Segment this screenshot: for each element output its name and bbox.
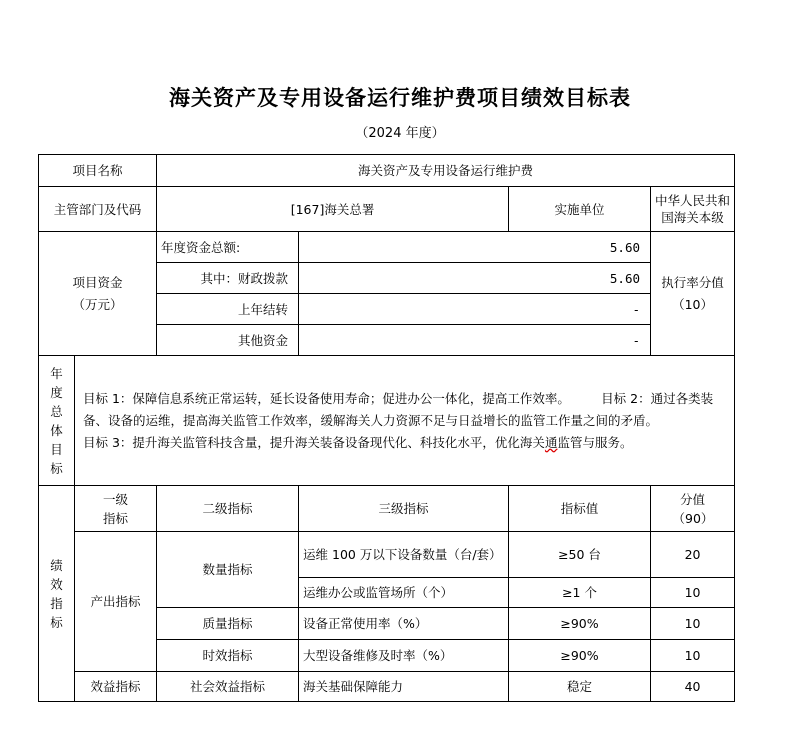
indicator-score: 10 [651,578,735,608]
performance-indicators-label: 绩效指标 [39,486,75,702]
implementing-unit-label: 实施单位 [509,187,651,232]
funds-other-label: 其他资金 [157,325,299,356]
quantity-indicator-label: 数量指标 [157,532,299,608]
implementing-unit-value: 中华人民共和国海关本级 [651,187,735,232]
funds-fiscal-label: 其中：财政拨款 [157,263,299,294]
department-row [39,187,735,232]
benefit-indicator-label: 效益指标 [75,672,157,702]
header-value: 指标值 [509,486,651,532]
annual-goals-row [39,356,735,486]
indicator-level3: 设备正常使用率（%） [299,608,509,640]
indicator-value: 稳定 [509,672,651,702]
indicator-value: ≥90% [509,608,651,640]
funds-total-row [39,232,735,263]
indicator-level3: 运维 100 万以下设备数量（台/套） [299,532,509,578]
header-level1: 一级指标 [75,486,157,532]
indicator-value: ≥1 个 [509,578,651,608]
execution-rate-score: 执行率分值（10） [651,232,735,356]
indicator-level3: 大型设备维修及时率（%） [299,640,509,672]
funds-total-label: 年度资金总额: [157,232,299,263]
annual-goals-text [75,356,735,486]
timeliness-indicator-label: 时效指标 [157,640,299,672]
header-score: 分值（90） [651,486,735,532]
social-benefit-indicator-label: 社会效益指标 [157,672,299,702]
performance-target-table [38,154,735,702]
indicator-level3: 海关基础保障能力 [299,672,509,702]
indicator-row [39,672,735,702]
indicator-value: ≥90% [509,640,651,672]
project-name-row [39,155,735,187]
funds-carryover-label: 上年结转 [157,294,299,325]
page-subtitle: （2024 年度） [355,126,445,141]
project-name-label: 项目名称 [39,155,157,187]
indicator-row [39,532,735,578]
funds-fiscal-value: 5.60 [299,263,651,294]
indicator-header-row [39,486,735,532]
indicator-value: ≥50 台 [509,532,651,578]
goal-1-2-text: 目标 1：保障信息系统正常运转，延长设备使用寿命；促进办公一体化，提高工作效率。 目标 2：通过各类装备、设备的运维，提高海关监管工作效率，缓解海关人力资源不足与日益增长的监管工作量之间的矛盾。 [83,390,714,428]
indicator-level3: 运维办公或监管场所（个） [299,578,509,608]
page-title: 海关资产及专用设备运行维护费项目绩效目标表 [169,86,631,110]
department-label: 主管部门及代码 [39,187,157,232]
output-indicator-label: 产出指标 [75,532,157,672]
header-level2: 二级指标 [157,486,299,532]
department-value: [167]海关总署 [157,187,509,232]
funds-label: 项目资金（万元） [39,232,157,356]
indicator-score: 40 [651,672,735,702]
quality-indicator-label: 质量指标 [157,608,299,640]
indicator-score: 10 [651,640,735,672]
annual-goals-label: 年度总体目标 [39,356,75,486]
header-level3: 三级指标 [299,486,509,532]
indicator-score: 10 [651,608,735,640]
funds-total-value: 5.60 [299,232,651,263]
project-name-value: 海关资产及专用设备运行维护费 [157,155,735,187]
indicator-score: 20 [651,532,735,578]
funds-carryover-value: - [299,294,651,325]
goal-3-text: 目标 3：提升海关监管科技含量，提升海关装备设备现代化、科技化水平，优化海关通监管与服务。 [83,434,633,450]
funds-other-value: - [299,325,651,356]
